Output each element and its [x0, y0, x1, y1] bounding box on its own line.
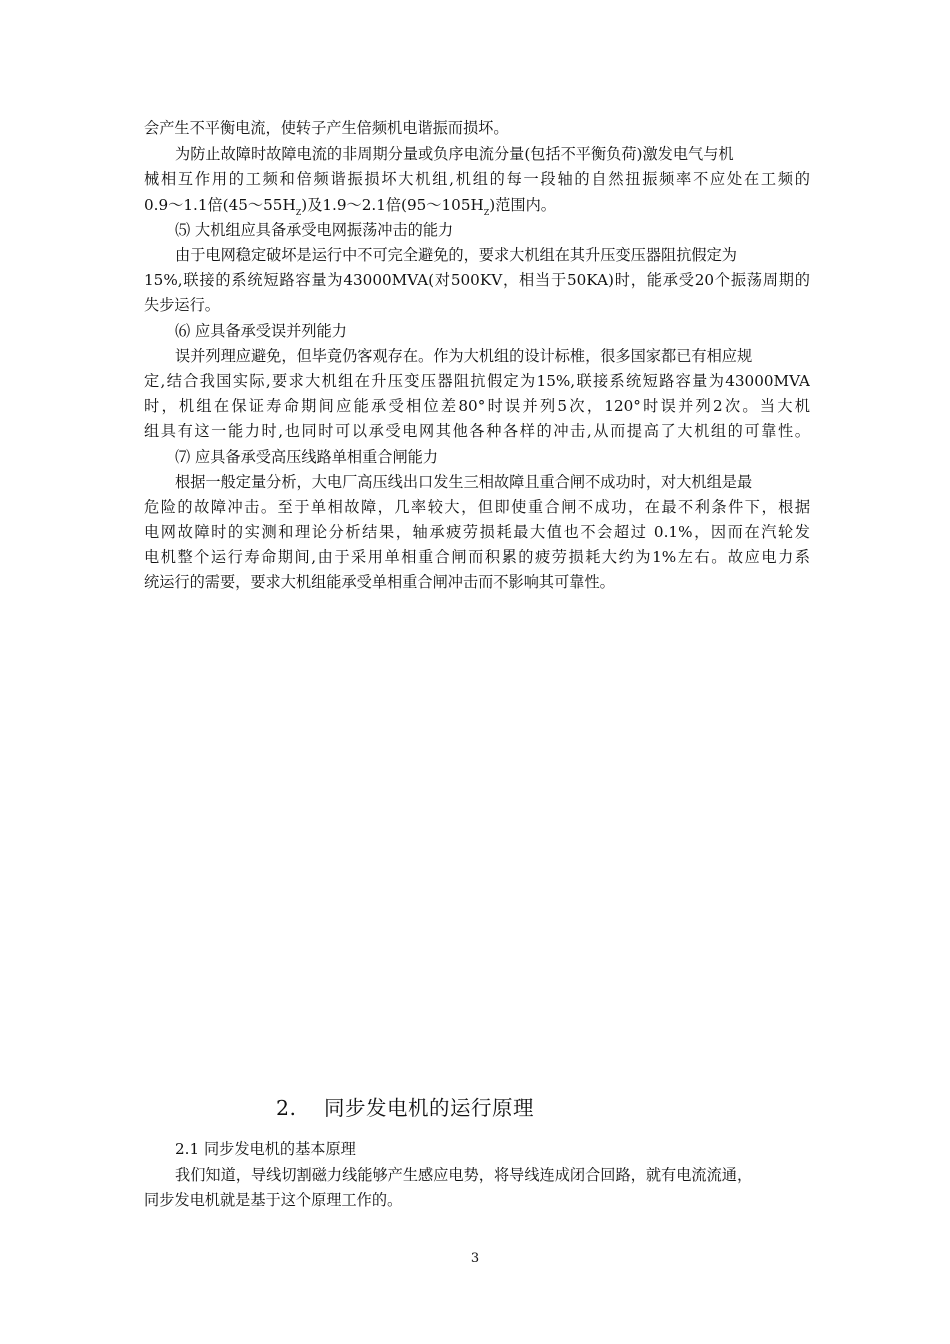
section-heading — [276, 1094, 534, 1122]
paragraph-line: 械相互作用的工频和倍频谐振损坏大机组,机组的每一段轴的自然扭振频率不应处在工频的 — [144, 170, 810, 188]
paragraph-line: 我们知道，导线切割磁力线能够产生感应电势，将导线连成闭合回路，就有电流流通， — [175, 1166, 753, 1184]
page-number: 3 — [470, 1251, 480, 1266]
paragraph-line: 根据一般定量分析，大电厂高压线出口发生三相故障且重合闸不成功时，对大机组是最 — [175, 473, 753, 491]
paragraph-line: 时，机组在保证寿命期间应能承受相位差80°时误并列5次，120°时误并列2次。当大机 — [144, 397, 810, 415]
subscript: Z — [295, 208, 302, 216]
paragraph-line: 失步运行。 — [144, 296, 220, 314]
paragraph-line: 同步发电机就是基于这个原理工作的。 — [144, 1191, 403, 1209]
section-title: 同步发电机的运行原理 — [324, 1096, 534, 1120]
paragraph-line: 定,结合我国实际,要求大机组在升压变压器阻抗假定为15%,联接系统短路容量为43000MVA — [144, 372, 810, 390]
paragraph-line: 误并列理应避免，但毕竟仍客观存在。作为大机组的设计标椎，很多国家都已有相应规 — [175, 347, 753, 365]
paragraph-line: 会产生不平衡电流，使转子产生倍频机电谐振而损坏。 — [144, 119, 509, 137]
paragraph-line: 为防止故障时故障电流的非周期分量或负序电流分量(包括不平衡负荷)激发电气与机 — [175, 145, 734, 163]
paragraph-line: 15%,联接的系统短路容量为43000MVA(对500KV，相当于50KA)时，能承受20个振荡周期的 — [144, 271, 810, 289]
section-number: 2. — [276, 1096, 297, 1120]
subscript: Z — [483, 208, 490, 216]
text-run: )及1.9～2.1倍(95～105H — [301, 196, 484, 214]
paragraph-line: 由于电网稳定破坏是运行中不可完全避免的，要求大机组在其升压变压器阻抗假定为 — [175, 246, 737, 264]
paragraph-line: 统运行的需要，要求大机组能承受单相重合闸冲击而不影响其可靠性。 — [144, 573, 615, 591]
text-run: )范围内。 — [489, 196, 556, 214]
text-run: 0.9～1.1倍(45～55H — [144, 196, 296, 214]
item-heading-5: ⑸ 大机组应具备承受电网振荡冲击的能力 — [175, 221, 454, 239]
paragraph-line-frequency-range — [144, 194, 810, 216]
paragraph-line: 危险的故障冲击。至于单相故障，几率较大，但即使重合闸不成功，在最不利条件下，根据 — [144, 498, 810, 516]
paragraph-line: 组具有这一能力时,也同时可以承受电网其他各种各样的冲击,从而提高了大机组的可靠性。 — [144, 422, 810, 440]
item-heading-7: ⑺ 应具备承受高压线路单相重合闸能力 — [175, 448, 439, 466]
subsection-heading: 2.1 同步发电机的基本原理 — [175, 1140, 356, 1158]
paragraph-line: 电机整个运行寿命期间,由于采用单相重合闸而积累的疲劳损耗大约为1%左右。故应电力系 — [144, 548, 810, 566]
item-heading-6: ⑹ 应具备承受误并列能力 — [175, 322, 347, 340]
paragraph-line: 电网故障时的实测和理论分析结果，轴承疲劳损耗最大值也不会超过 0.1%，因而在汽轮发 — [144, 523, 810, 541]
